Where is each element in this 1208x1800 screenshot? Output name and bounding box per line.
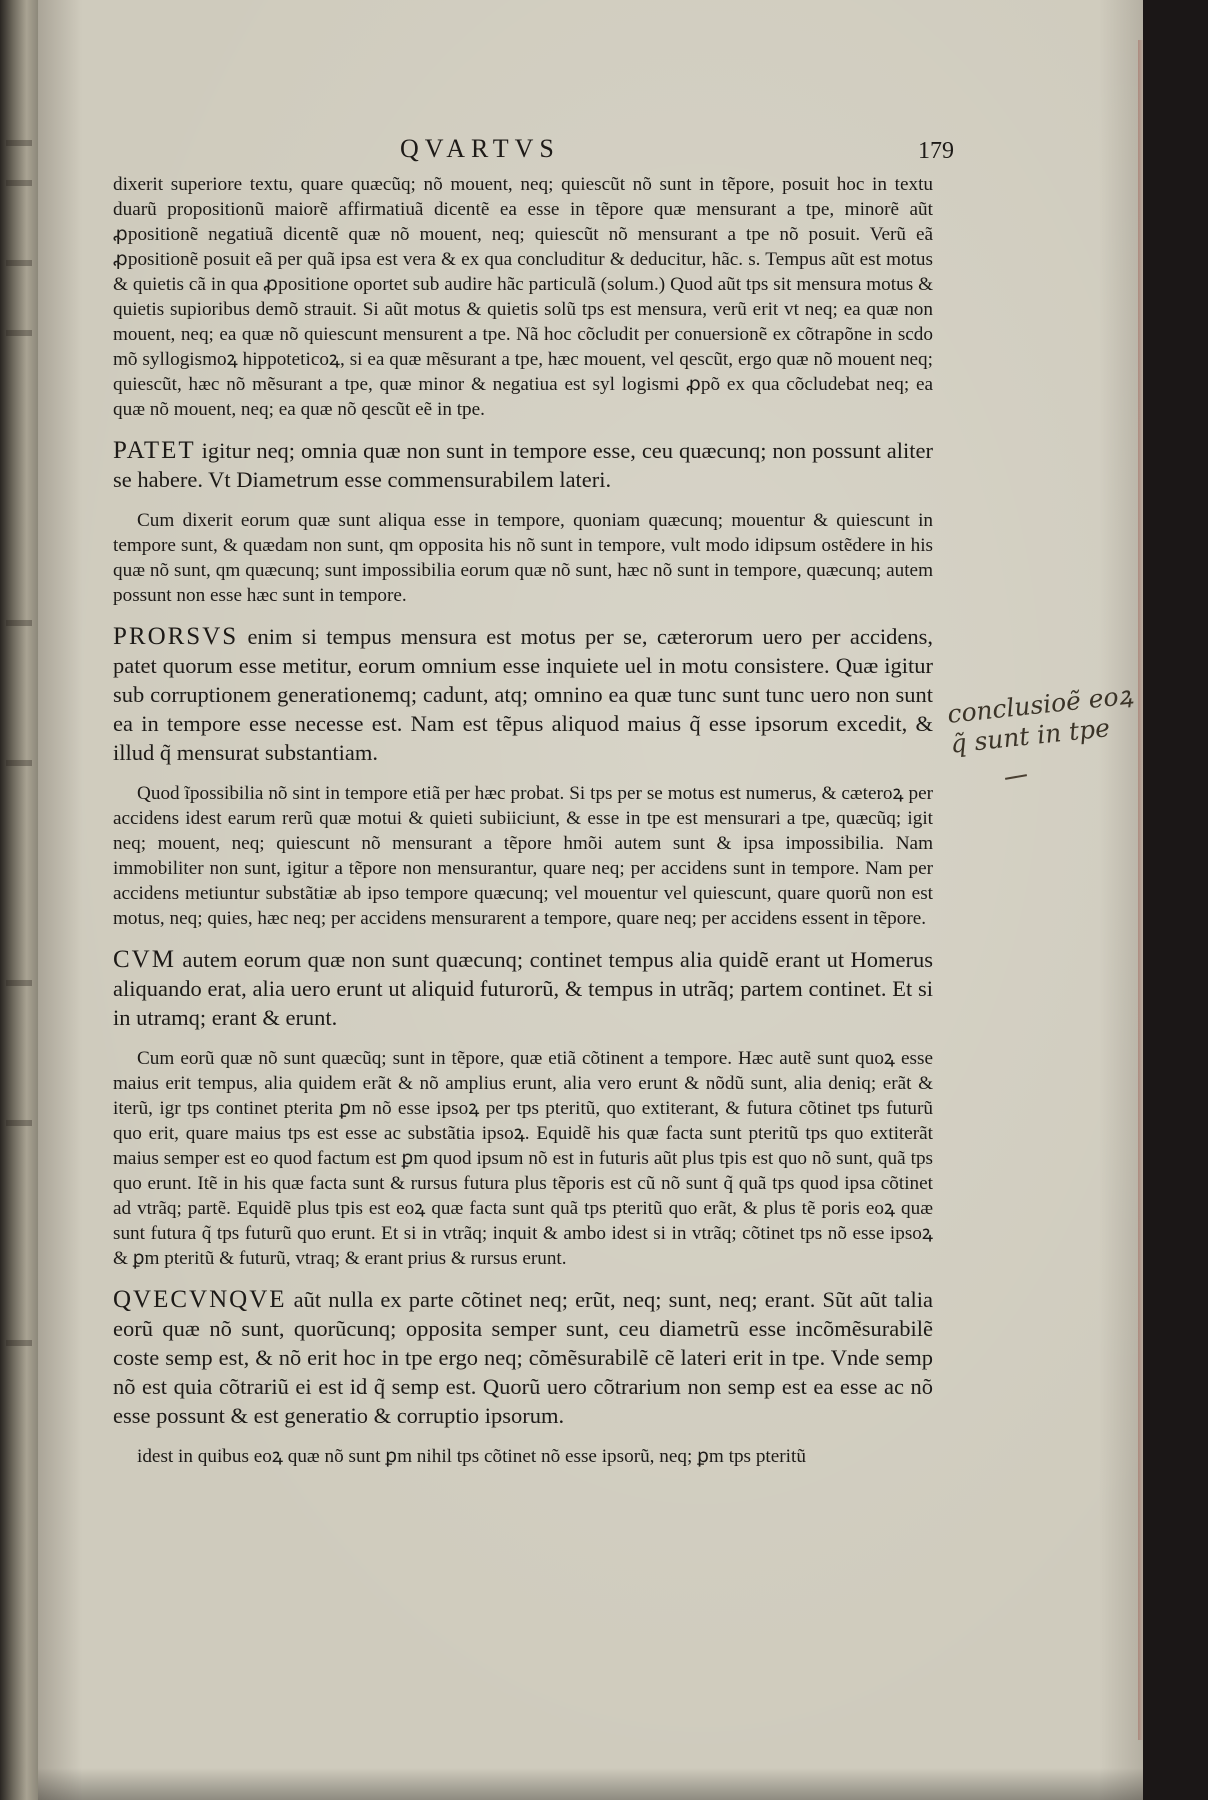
lemma-text: autem eorum quæ non sunt quæcunq; continet tempus alia quidẽ erant ut Homerus aliquando erat, alia uero erunt ut aliquid futurorũ, & tempus in utrãq; partem continet. Et si in utramq; erant & erunt. <box>113 947 933 1030</box>
page-edge-stain <box>1138 40 1144 1740</box>
block-gap <box>113 494 933 508</box>
lemma-text: igitur neq; omnia quæ non sunt in tempore esse, ceu quæcunq; non possunt aliter se habere. Vt Diametrum esse commensurabilem lateri. <box>113 438 933 492</box>
lemma-paragraph <box>113 436 933 494</box>
lemma-initial-word: QVECVNQVE <box>113 1286 287 1313</box>
commentary-paragraph: Quod ĩpossibilia nõ sint in tempore etiã per hæc probat. Si tps per se motus est numerus, & cæteroꝝ per accidens idest earum rerũ quæ motui & quieti subiiciunt, & esse in tpe est mensurari a tpe, quæcũq; igit neq; mouent, neq; quiescunt nõ mensurant a tẽpore hmõi autem sunt & ipsa impossibilia. Nam immobiliter non sunt, igitur a tẽpore non mensurantur, quare neq; per accidens sunt in tempore. Nam per accidens metiuntur substãtiæ ab ipso tempore quæcunq; vel mouentur vel quiescunt, quare quorũ non est motus, neq; quies, hæc neq; per accidens mensurarent a tempore, quare neq; per accidens essent in tẽpore. <box>113 783 933 929</box>
commentary-paragraph: Cum dixerit eorum quæ sunt aliqua esse in tempore, quoniam quæcunq; mouentur & quiescunt in tempore sunt, & quædam non sunt, qm opposita his nõ sunt in tempore, vult modo idipsum ostẽdere in his quæ nõ sunt, qm quæcunq; sunt impossibilia eorum quæ nõ sunt, hæc nõ sunt in tempore, quæcunq; autem possunt non esse hæc sunt in tempore. <box>113 510 933 606</box>
lemma-initial-word: PATET <box>113 437 196 464</box>
lemma-text: enim si tempus mensura est motus per se, cæterorum uero per accidens, patet quorum esse metitur, eorum omnium esse inquiete uel in motu consistere. Quæ igitur sub corruptionem generationemq; cadunt, atq; omnino ea quæ tunc sunt tunc uero non sunt ea in tempore esse necesse est. Nam est tẽpus aliquod maius q̃ esse ipsorum excedit, & illud q̃ mensurat substantiam. <box>113 624 933 765</box>
main-text-block <box>113 172 933 1469</box>
handwritten-marginal-note: conclusioẽ eoꝝ q̃ sunt in tpe <box>946 680 1135 759</box>
commentary-paragraph: idest in quibus eoꝝ quæ nõ sunt ꝑm nihil tps cõtinet nõ esse ipsorũ, neq; ꝑm tps pteritũ <box>137 1446 806 1467</box>
lemma-initial-word: PRORSVS <box>113 623 239 650</box>
page-bottom-shadow <box>38 1768 1143 1800</box>
block-gap <box>113 1032 933 1046</box>
running-head: QVARTVS <box>400 134 560 163</box>
lemma-paragraph <box>113 622 933 767</box>
block-gap <box>113 422 933 436</box>
lemma-paragraph <box>113 1285 933 1430</box>
commentary-paragraph: dixerit superiore textu, quare quæcũq; nõ mouent, neq; quiescũt nõ sunt in tẽpore, posuit hoc in textu duarũ propositionũ maiorẽ affirmatiuã dicentẽ ea esse in tẽpore quæ mensurant a tpe, minorẽ aũt ꝓpositionẽ negatiuã dicentẽ quæ nõ mouent, neq; quiescũt nõ mensurant a tpe nõ posuit. Verũ eã ꝓpositionẽ posuit eã per quã ipsa est vera & ex qua concluditur & deducitur, hãc. s. Tempus aũt est motus & quietis cã in qua ꝓpositione oportet sub audire hãc particulã (solum.) Quod aũt tps sit mensura motus & quietis supioribus demõ strauit. Si aũt motus & quietis solũ tps est mensura, verũ erit vt neq; ea quæ non mouent, neq; ea quæ nõ quiescunt mensurent a tpe. Nã hoc cõcludit per conuersionẽ ex cõtrapõne in scdo mõ syllogismoꝝ hippoteticoꝝ, si ea quæ mẽsurant a tpe, hæc mouent, vel qescũt, ergo quæ nõ mouent neq; quiescũt, hæc nõ mẽsurant a tpe, quæ minor & negatiua est syl logismi ꝓpõ ex qua cõcludebat neq; ea quæ nõ mouent, neq; ea quæ nõ qescũt eẽ in tpe. <box>113 174 933 420</box>
block-gap <box>113 931 933 945</box>
folio-number: 179 <box>918 138 954 164</box>
lemma-initial-word: CVM <box>113 946 176 973</box>
block-gap <box>113 1430 933 1444</box>
lemma-paragraph <box>113 945 933 1032</box>
block-gap <box>113 1271 933 1285</box>
commentary-paragraph: Cum eorũ quæ nõ sunt quæcũq; sunt in tẽpore, quæ etiã cõtinent a tempore. Hæc autẽ sunt quoꝝ esse maius erit tempus, alia quidem erãt & nõ amplius erunt, alia vero erunt & nõdũ sunt, alia deniq; erãt & iterũ, igr tps continet pterita ꝑm nõ esse ipsoꝝ per tps pteritũ, quo extiterant, & futura cõtinet tps futurũ quo erit, quare maius tps est esse ac substãtia ipsoꝝ. Equidẽ his quæ facta sunt pteritũ tps quo extiterãt maius semper est eo quod factum est ꝑm quod ipsum nõ est in futuris aũt plus tpis est quo nõ sunt, quã tps quo erunt. Itẽ in his quæ facta sunt & rursus futura plus tẽporis est cũ nõ sunt q̃ quã tps quod ipsa cõtinet ad vtrãq; partẽ. Equidẽ plus tpis est eoꝝ quæ facta sunt quã tps pteritũ quo erãt, & plus tẽ poris eoꝝ quæ sunt futura q̃ tps futurũ quo erunt. Et si in vtrãq; inquit & ambo idest si in vtrãq; cõtinet tps nõ esse ipsoꝝ & ꝑm pteritũ & futurũ, vtraq; & erant prius & rursus erunt. <box>113 1048 933 1269</box>
lemma-text: aũt nulla ex parte cõtinet neq; erũt, neq; sunt, neq; erant. Sũt aũt talia eorũ quæ nõ sunt, quorũcunq; opposita semper sunt, ceu diametrũ esse incõmẽsurabilẽ coste semp est, & nõ erit hoc in tpe ergo neq; cõmẽsurabilẽ cẽ lateri erit in tpe. Vnde semp nõ est quia cõtrariũ ei est id q̃ semp est. Quorũ uero cõtrarium non semp est ea esse ac nõ esse possunt & est generatio & corruptio ipsorum. <box>113 1287 933 1428</box>
block-gap <box>113 767 933 781</box>
block-gap <box>113 608 933 622</box>
facing-page-edge <box>0 0 38 1800</box>
